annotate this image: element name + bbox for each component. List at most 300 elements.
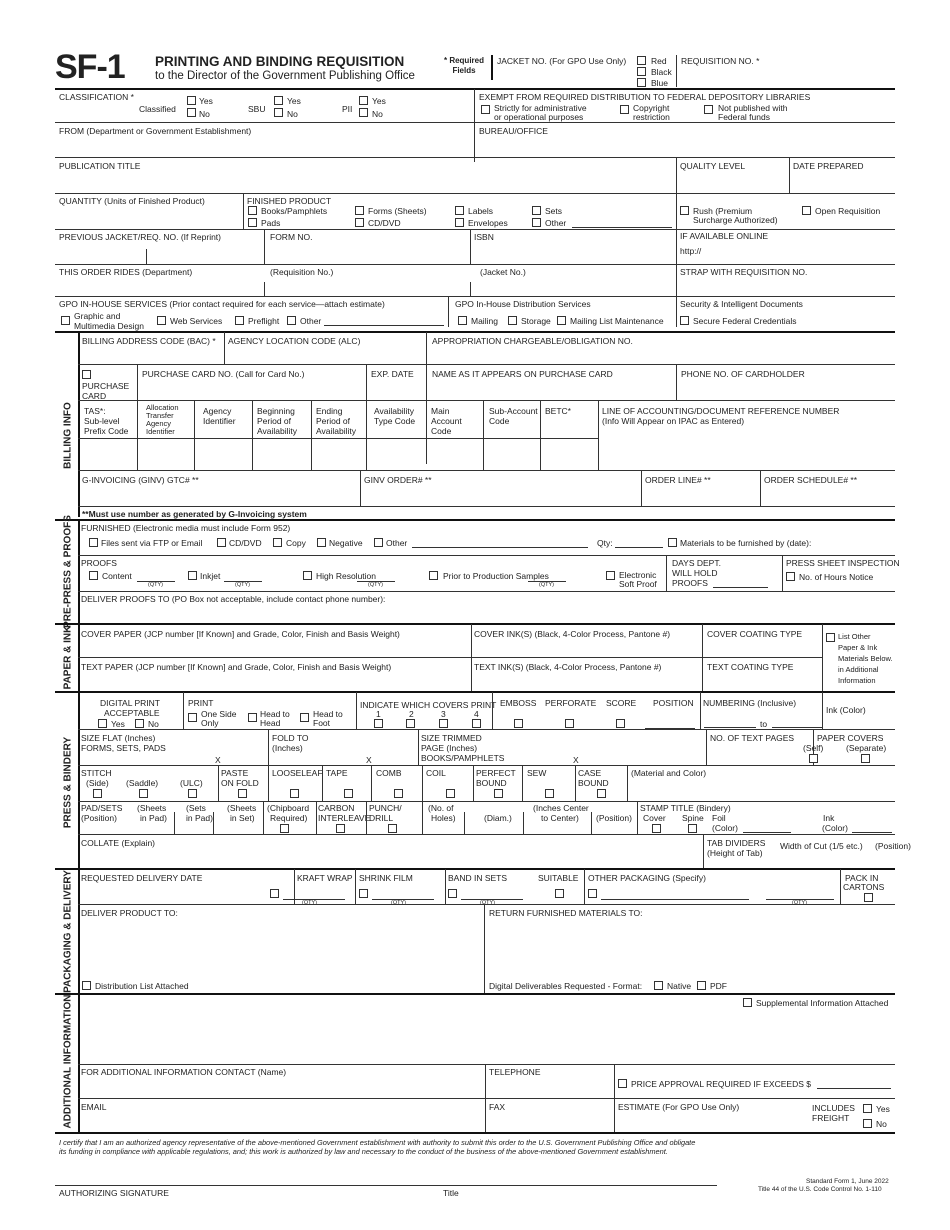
negative-label: Negative	[329, 538, 363, 548]
cartons-checkbox[interactable]	[864, 893, 873, 902]
diam-label: (Diam.)	[484, 813, 512, 823]
ftp-label: Files sent via FTP or Email	[101, 538, 203, 548]
contact-label: FOR ADDITIONAL INFORMATION CONTACT (Name)	[81, 1067, 287, 1077]
sub-account-label: Sub-Account	[489, 406, 538, 416]
sbu-no-label: No	[287, 109, 298, 119]
list-other-label-5: Information	[838, 676, 876, 685]
exempt-admin-label-2: or operational purposes	[494, 112, 584, 122]
rides-jacket-label: (Jacket No.)	[480, 267, 526, 277]
chipboard-label-2: Required)	[270, 813, 308, 823]
stitch-saddle-label: (Saddle)	[126, 778, 159, 788]
inkjet-label: Inkjet	[200, 571, 221, 581]
comb-checkbox[interactable]	[394, 789, 403, 798]
certify-text-2: its funding in compliance with applicable regulations, and; this work is authorized by law and necessary to the conduct of the business of the above-mentioned Government establishment.	[59, 1147, 668, 1156]
must-use-note: **Must use number as generated by G-Invoicing system	[82, 509, 307, 519]
labels-checkbox[interactable]	[455, 206, 464, 215]
tab-dividers-label-2: (Height of Tab)	[707, 848, 763, 858]
form-number: SF-1	[55, 48, 125, 86]
graphic-checkbox[interactable]	[61, 316, 70, 325]
negative-checkbox[interactable]	[317, 538, 326, 547]
separate-cover-checkbox[interactable]	[861, 754, 870, 763]
trim-x: X	[573, 755, 579, 765]
cover-2-label: 2	[409, 709, 414, 719]
list-other-label-2: Paper & Ink	[838, 643, 878, 652]
sheets-pad-label: (Sheets	[137, 803, 167, 813]
list-other-checkbox[interactable]	[826, 633, 835, 642]
fold-to-label: FOLD TO	[272, 733, 309, 743]
holes-label: (No. of	[428, 803, 454, 813]
emboss-checkbox[interactable]	[514, 719, 523, 728]
main-account-label-3: Code	[431, 426, 452, 436]
furnished-other-checkbox[interactable]	[374, 538, 383, 547]
strap-label: STRAP WITH REQUISITION NO.	[680, 267, 808, 277]
cardholder-phone-label: PHONE NO. OF CARDHOLDER	[681, 369, 805, 379]
billing-section-label: BILLING INFO	[62, 402, 74, 469]
pii-yes-label: Yes	[372, 96, 386, 106]
cartons-label: PACK IN	[845, 873, 879, 883]
dist-list-checkbox[interactable]	[82, 981, 91, 990]
order-schedule-label: ORDER SCHEDULE# **	[764, 475, 858, 485]
stamp-title-label: STAMP TITLE (Bindery)	[640, 803, 731, 813]
score-checkbox[interactable]	[616, 719, 625, 728]
fax-label: FAX	[489, 1102, 506, 1112]
requisition-label: REQUISITION NO. *	[681, 56, 760, 66]
forms-label: Forms (Sheets)	[368, 206, 427, 216]
cover-paper-label: COVER PAPER (JCP number [If Known] and Grade, Color, Finish and Basis Weight)	[81, 629, 400, 639]
secure-cred-checkbox[interactable]	[680, 316, 689, 325]
foil-label: Foil	[712, 813, 726, 823]
score-label: SCORE	[606, 698, 637, 708]
days-hold-label: DAYS DEPT.	[672, 558, 721, 568]
perfect-bound-label-2: BOUND	[476, 778, 507, 788]
avail-type-label-2: Type Code	[374, 416, 416, 426]
supplemental-label: Supplemental Information Attached	[756, 998, 889, 1008]
graphic-label: Graphic and	[74, 311, 121, 321]
kraft-checkbox[interactable]	[270, 889, 279, 898]
cover-4-checkbox[interactable]	[472, 719, 481, 728]
rush-label: Rush (Premium	[693, 206, 753, 216]
exempt-label: EXEMPT FROM REQUIRED DISTRIBUTION TO FEDERAL DEPOSITORY LIBRARIES	[479, 92, 811, 102]
stamp-ink-label: Ink	[823, 813, 835, 823]
mlist-checkbox[interactable]	[557, 316, 566, 325]
paper-covers-label: PAPER COVERS	[817, 733, 884, 743]
copy-checkbox[interactable]	[273, 538, 282, 547]
qty-band: (QTY)	[480, 900, 495, 906]
exempt-admin-label: Strictly for administrative	[494, 103, 587, 113]
previous-label: PREVIOUS JACKET/REQ. NO. (If Reprint)	[59, 232, 222, 242]
begin-label: Beginning	[257, 406, 295, 416]
chipboard-checkbox[interactable]	[280, 824, 289, 833]
approp-label: APPROPRIATION CHARGEABLE/OBLIGATION NO.	[432, 336, 633, 346]
preflight-label: Preflight	[248, 316, 280, 326]
tab-dividers-label: TAB DIVIDERS	[707, 838, 766, 848]
stamp-cover-checkbox[interactable]	[652, 824, 661, 833]
tas-sub-label: Sub-level	[84, 416, 120, 426]
cover-3-checkbox[interactable]	[439, 719, 448, 728]
shrink-checkbox[interactable]	[359, 889, 368, 898]
tape-checkbox[interactable]	[344, 789, 353, 798]
rush-checkbox[interactable]	[680, 206, 689, 215]
perforate-label: PERFORATE	[545, 698, 597, 708]
chipboard-label: (Chipboard	[267, 803, 310, 813]
perfect-bound-checkbox[interactable]	[494, 789, 503, 798]
other-product-checkbox[interactable]	[532, 218, 541, 227]
line-accounting-label-2: (Info Will Appear on IPAC as Entered)	[602, 416, 745, 426]
main-account-label-2: Account	[431, 416, 462, 426]
exempt-copyright-label: Copyright	[633, 103, 670, 113]
black-checkbox[interactable]	[637, 67, 646, 76]
pii-no-label: No	[372, 109, 383, 119]
qty-shrink: (QTY)	[391, 900, 406, 906]
size-flat-label: SIZE FLAT (Inches)	[81, 733, 156, 743]
tas-prefix-label: Prefix Code	[84, 426, 129, 436]
agency-id-label-2: Identifier	[203, 416, 236, 426]
quality-label: QUALITY LEVEL	[680, 161, 746, 171]
stitch-side-checkbox[interactable]	[93, 789, 102, 798]
fold-to-label-2: (Inches)	[272, 743, 303, 753]
inkjet-checkbox[interactable]	[188, 571, 197, 580]
title-label: Title	[443, 1188, 459, 1198]
prior-samples-label: Prior to Production Samples	[443, 571, 549, 581]
list-other-label-4: in Additional	[838, 665, 879, 674]
bindery-section-label: PRESS & BINDERY	[62, 736, 74, 829]
padsets-label-2: (Position)	[81, 813, 117, 823]
sets-pad-label-2: in Pad)	[186, 813, 213, 823]
from-label: FROM (Department or Government Establishment)	[59, 126, 252, 136]
avail-type-label: Availability	[374, 406, 415, 416]
sheets-pad-label-2: in Pad)	[140, 813, 167, 823]
sbu-yes-label: Yes	[287, 96, 301, 106]
furnished-label: FURNISHED (Electronic media must include Form 952)	[81, 523, 291, 533]
bindery-position-label: (Position)	[596, 813, 632, 823]
content-proof-label: Content	[102, 571, 132, 581]
sew-label: SEW	[527, 768, 547, 778]
highres-checkbox[interactable]	[303, 571, 312, 580]
carbon-checkbox[interactable]	[336, 824, 345, 833]
cover-3-label: 3	[441, 709, 446, 719]
black-label: Black	[651, 67, 672, 77]
text-ink-label: TEXT INK(S) (Black, 4-Color Process, Pantone #)	[474, 662, 662, 672]
ink-color-label-2: (Color)	[822, 823, 848, 833]
graphic-label-2: Multimedia Design	[74, 321, 144, 331]
padsets-label: PAD/SETS	[81, 803, 123, 813]
purchase-card-checkbox[interactable]	[82, 370, 91, 379]
perfect-bound-label: PERFECT	[476, 768, 516, 778]
digital-yes-checkbox[interactable]	[98, 719, 107, 728]
pdf-label: PDF	[710, 981, 727, 991]
tape-label: TAPE	[326, 768, 348, 778]
web-checkbox[interactable]	[157, 316, 166, 325]
qty-label: Qty:	[597, 538, 613, 548]
price-approval-checkbox[interactable]	[618, 1079, 627, 1088]
sets-label: Sets	[545, 206, 563, 216]
freight-yes-checkbox[interactable]	[863, 1104, 872, 1113]
mailing-label: Mailing	[471, 316, 498, 326]
separate-cover-label: (Separate)	[846, 743, 887, 753]
collate-label: COLLATE (Explain)	[81, 838, 156, 848]
punch-drill-checkbox[interactable]	[388, 824, 397, 833]
classified-no-label: No	[199, 109, 210, 119]
esoft-label: Electronic	[619, 570, 657, 580]
digital-no-checkbox[interactable]	[135, 719, 144, 728]
pcard-no-label: PURCHASE CARD NO. (Call for Card No.)	[142, 369, 305, 379]
forms-checkbox[interactable]	[355, 206, 364, 215]
paste-fold-checkbox[interactable]	[238, 789, 247, 798]
list-other-label: List Other	[838, 632, 871, 641]
classified-yes-checkbox[interactable]	[187, 96, 196, 105]
form-title: PRINTING AND BINDING REQUISITION	[155, 54, 405, 69]
sheets-set-label-2: in Set)	[230, 813, 255, 823]
band-checkbox[interactable]	[448, 889, 457, 898]
one-side-checkbox[interactable]	[188, 713, 197, 722]
furnished-cddvd-label: CD/DVD	[229, 538, 262, 548]
delivery-section-label: PACKAGING & DELIVERY	[62, 870, 74, 993]
looseleaf-checkbox[interactable]	[290, 789, 299, 798]
digital-no-label: No	[148, 719, 159, 729]
trimmed-label: SIZE TRIMMED	[421, 733, 482, 743]
form-subtitle: to the Director of the Government Publishing Office	[155, 70, 415, 82]
material-color-label: (Material and Color)	[631, 768, 707, 778]
sets-pad-label: (Sets	[186, 803, 206, 813]
classification-label: CLASSIFICATION *	[59, 92, 134, 102]
native-checkbox[interactable]	[654, 981, 663, 990]
numbering-to-label: to	[760, 719, 768, 729]
content-proof-checkbox[interactable]	[89, 571, 98, 580]
rush-label-2: Surcharge Authorized)	[693, 215, 778, 225]
head-foot-label-2: Foot	[313, 718, 331, 728]
rides-req-label: (Requisition No.)	[270, 267, 334, 277]
case-bound-label-2: BOUND	[578, 778, 609, 788]
sbu-yes-checkbox[interactable]	[274, 96, 283, 105]
esoft-checkbox[interactable]	[606, 571, 615, 580]
case-bound-label: CASE	[578, 768, 602, 778]
press-insp-label: PRESS SHEET INSPECTION	[786, 558, 900, 568]
classified-no-checkbox[interactable]	[187, 108, 196, 117]
hours-notice-checkbox[interactable]	[786, 572, 795, 581]
deliver-proofs-label: DELIVER PROOFS TO (PO Box not acceptable, include contact phone number):	[81, 594, 386, 604]
sbu-label: SBU	[248, 104, 266, 114]
dist-services-label: GPO In-House Distribution Services	[455, 299, 591, 309]
supplemental-checkbox[interactable]	[743, 998, 752, 1007]
shrink-label: SHRINK FILM	[359, 873, 413, 883]
bac-label: BILLING ADDRESS CODE (BAC) *	[82, 336, 216, 346]
cover-2-checkbox[interactable]	[406, 719, 415, 728]
betc-label: BETC*	[545, 406, 571, 416]
exempt-funds-label-2: Federal funds	[718, 112, 770, 122]
includes-freight-label-2: FREIGHT	[812, 1113, 850, 1123]
case-bound-checkbox[interactable]	[597, 789, 606, 798]
preflight-checkbox[interactable]	[235, 316, 244, 325]
cover-1-label: 1	[376, 709, 381, 719]
carbon-label-2: INTERLEAVE	[318, 813, 371, 823]
ginv-gtc-label: G-INVOICING (GINV) GTC# **	[82, 475, 199, 485]
other-pack-label: OTHER PACKAGING (Specify)	[588, 873, 706, 883]
exempt-funds-label: Not published with	[718, 103, 788, 113]
agency-id-label: Agency	[203, 406, 232, 416]
digital-print-label: DIGITAL PRINT	[100, 698, 160, 708]
estimate-label: ESTIMATE (For GPO Use Only)	[618, 1102, 740, 1112]
security-label: Security & Intelligent Documents	[680, 299, 803, 309]
center-label: (Inches Center	[533, 803, 589, 813]
publication-title-label: PUBLICATION TITLE	[59, 161, 141, 171]
envelopes-checkbox[interactable]	[455, 218, 464, 227]
req-date-label: REQUESTED DELIVERY DATE	[81, 873, 203, 883]
blue-checkbox[interactable]	[637, 78, 646, 87]
native-label: Native	[667, 981, 692, 991]
books-checkbox[interactable]	[248, 206, 257, 215]
coil-label: COIL	[426, 768, 446, 778]
main-account-label: Main	[431, 406, 450, 416]
perforate-checkbox[interactable]	[565, 719, 574, 728]
alloc-label-4: Identifier	[146, 427, 175, 436]
qty-highres: (QTY)	[368, 582, 383, 588]
qty-other-pack: (QTY)	[792, 900, 807, 906]
trimmed-label-3: BOOKS/PAMPHLETS	[421, 753, 505, 763]
carbon-label: CARBON	[318, 803, 355, 813]
pii-yes-checkbox[interactable]	[359, 96, 368, 105]
paste-fold-label-2: ON FOLD	[221, 778, 259, 788]
blue-label: Blue	[651, 78, 669, 88]
punch-drill-label-2: DRILL	[369, 813, 394, 823]
other-pack-checkbox[interactable]	[588, 889, 597, 898]
furnished-cddvd-checkbox[interactable]	[217, 538, 226, 547]
freight-no-checkbox[interactable]	[863, 1119, 872, 1128]
stitch-side-label: (Side)	[86, 778, 109, 788]
quantity-label: QUANTITY (Units of Finished Product)	[59, 196, 205, 206]
alc-label: AGENCY LOCATION CODE (ALC)	[228, 336, 361, 346]
mailing-checkbox[interactable]	[458, 316, 467, 325]
copy-label: Copy	[286, 538, 306, 548]
labels-label: Labels	[468, 206, 494, 216]
paper-section-label: PAPER & INK	[62, 625, 74, 690]
hours-notice-label: No. of Hours Notice	[799, 572, 874, 582]
envelopes-label: Envelopes	[468, 218, 508, 228]
other-product-label: Other	[545, 218, 567, 228]
sew-checkbox[interactable]	[545, 789, 554, 798]
head-foot-label: Head to	[313, 709, 343, 719]
web-label: Web Services	[170, 316, 223, 326]
mlist-label: Mailing List Maintenance	[570, 316, 664, 326]
print-label: PRINT	[188, 698, 214, 708]
prior-samples-checkbox[interactable]	[429, 571, 438, 580]
purchase-card-label: PURCHASE CARD	[82, 381, 130, 401]
days-hold-label-2: WILL HOLD	[672, 568, 718, 578]
title44-label: Title 44 of the U.S. Code Control No. 1-110	[758, 1186, 882, 1193]
self-cover-checkbox[interactable]	[809, 754, 818, 763]
self-cover-label: (Self)	[803, 743, 824, 753]
open-req-checkbox[interactable]	[802, 206, 811, 215]
storage-checkbox[interactable]	[508, 316, 517, 325]
tab-position-label: (Position)	[875, 841, 911, 851]
deliver-to-label: DELIVER PRODUCT TO:	[81, 908, 178, 918]
list-other-label-3: Materials Below.	[838, 654, 893, 663]
covers-print-label: INDICATE WHICH COVERS PRINT	[360, 700, 497, 710]
numbering-label: NUMBERING (Inclusive)	[703, 698, 797, 708]
stitch-saddle-checkbox[interactable]	[139, 789, 148, 798]
stamp-spine-label: Spine	[682, 813, 704, 823]
qty-inkjet: (QTY)	[235, 582, 250, 588]
name-card-label: NAME AS IT APPEARS ON PURCHASE CARD	[432, 369, 613, 379]
books-label: Books/Pamphlets	[261, 206, 328, 216]
certify-text: I certify that I am an authorized agency representative of the above-mentioned Government establishment with authority to submit this order to the U.S. Government Publishing Office and obligate	[59, 1138, 696, 1147]
exempt-funds-checkbox[interactable]	[704, 105, 713, 114]
alloc-label-3: Agency	[146, 419, 172, 428]
head-foot-checkbox[interactable]	[300, 713, 309, 722]
alloc-label: Allocation	[146, 403, 179, 412]
pdf-checkbox[interactable]	[697, 981, 706, 990]
head-head-label: Head to	[260, 709, 290, 719]
cover-1-checkbox[interactable]	[374, 719, 383, 728]
services-other-label: Other	[300, 316, 322, 326]
cartons-label-2: CARTONS	[843, 882, 885, 892]
cover-ink-label: COVER INK(S) (Black, 4-Color Process, Pantone #)	[474, 629, 671, 639]
email-label: EMAIL	[81, 1102, 107, 1112]
online-label: IF AVAILABLE ONLINE	[680, 231, 769, 241]
pii-no-checkbox[interactable]	[359, 108, 368, 117]
stamp-spine-checkbox[interactable]	[688, 824, 697, 833]
holes-label-2: Holes)	[431, 813, 456, 823]
text-pages-label: NO. OF TEXT PAGES	[710, 733, 795, 743]
online-url[interactable]: http://	[680, 246, 702, 256]
exempt-copyright-checkbox[interactable]	[620, 105, 629, 114]
classified-yes-label: Yes	[199, 96, 213, 106]
inhouse-label: GPO IN-HOUSE SERVICES (Prior contact required for each service—attach estimate)	[59, 299, 385, 309]
red-checkbox[interactable]	[637, 56, 646, 65]
flat-x: X	[215, 755, 221, 765]
materials-checkbox[interactable]	[668, 538, 677, 547]
size-flat-label-2: FORMS, SETS, PADS	[81, 743, 166, 753]
signature-label: AUTHORIZING SIGNATURE	[59, 1188, 169, 1198]
cddvd-checkbox[interactable]	[355, 218, 364, 227]
preproof-section-label: PRE-PRESS & PROOFS	[62, 515, 74, 628]
ftp-checkbox[interactable]	[89, 538, 98, 547]
comb-label: COMB	[376, 768, 402, 778]
one-side-label: One Side	[201, 709, 237, 719]
trimmed-label-2: PAGE (Inches)	[421, 743, 478, 753]
stitch-ulc-label: (ULC)	[180, 778, 203, 788]
dist-list-label: Distribution List Attached	[95, 981, 189, 991]
sbu-no-checkbox[interactable]	[274, 108, 283, 117]
pads-label: Pads	[261, 218, 281, 228]
coil-checkbox[interactable]	[446, 789, 455, 798]
head-head-checkbox[interactable]	[248, 713, 257, 722]
qty-content: (QTY)	[148, 582, 163, 588]
services-other-checkbox[interactable]	[287, 316, 296, 325]
jacket-label: JACKET NO. (For GPO Use Only)	[497, 56, 627, 66]
text-paper-label: TEXT PAPER (JCP number [If Known] and Grade, Color, Finish and Basis Weight)	[81, 662, 392, 672]
ginv-order-label: GINV ORDER# **	[364, 475, 432, 485]
sets-checkbox[interactable]	[532, 206, 541, 215]
pii-label: PII	[342, 104, 353, 114]
red-label: Red	[651, 56, 667, 66]
date-prepared-label: DATE PREPARED	[793, 161, 864, 171]
highres-label: High Resolution	[316, 571, 377, 581]
freight-no-label: No	[876, 1119, 887, 1129]
order-line-label: ORDER LINE# **	[645, 475, 711, 485]
open-req-label: Open Requisition	[815, 206, 881, 216]
suitable-checkbox[interactable]	[555, 889, 564, 898]
position-label: POSITION	[653, 698, 694, 708]
alloc-label-2: Transfer	[146, 411, 174, 420]
qty-prior: (QTY)	[539, 582, 554, 588]
furnished-other-label: Other	[386, 538, 408, 548]
exempt-admin-checkbox[interactable]	[481, 105, 490, 114]
price-approval-label: PRICE APPROVAL REQUIRED IF EXCEEDS $	[631, 1079, 811, 1089]
stitch-ulc-checkbox[interactable]	[188, 789, 197, 798]
pads-checkbox[interactable]	[248, 218, 257, 227]
end-label-2: Period of	[316, 416, 351, 426]
end-label-3: Availability	[316, 426, 357, 436]
